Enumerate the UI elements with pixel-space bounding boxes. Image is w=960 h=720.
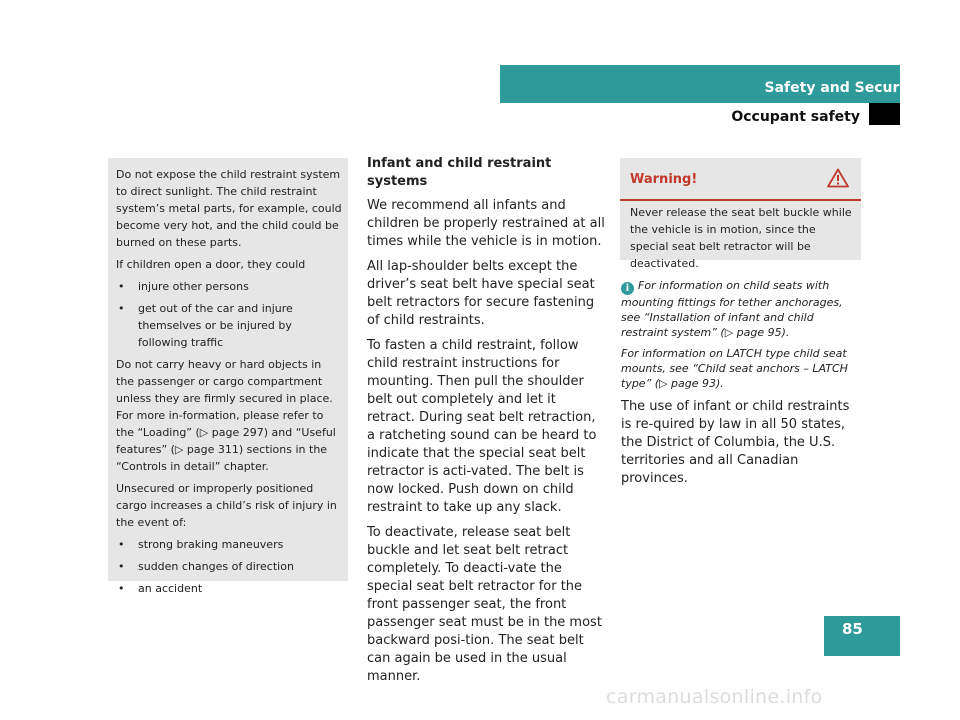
list-item: • strong braking maneuvers: [118, 538, 284, 551]
info-icon: i: [621, 282, 634, 295]
bullet-icon: •: [118, 302, 125, 315]
warning-box: [620, 158, 861, 270]
info-paragraph: i For information on child seats with mounting fittings for tether anchorages, see “Installation of infant and child restraint system” (▷ page 95).: [621, 279, 843, 339]
page-number: 85: [842, 620, 863, 638]
info-note: [621, 278, 861, 397]
list-item: • injure other persons: [118, 280, 249, 293]
bullet-icon: •: [118, 280, 125, 293]
bullet-icon: •: [118, 560, 125, 573]
section-title: Safety and Security: [764, 80, 920, 96]
body-paragraph: To fasten a child restraint, follow child restraint instructions for mounting. Then pull the shoulder belt out completely and let it retract. During seat belt retraction, a ratcheting sound can be heard to indicate that the special seat belt retractor is acti-vated. The belt is now locked. Push down on child restraint to take up any slack.: [367, 338, 597, 515]
list-item: • get out of the car and injure themselves or be injured by following traffic: [118, 302, 293, 349]
body-paragraph: All lap-shoulder belts except the driver’s seat belt have special seat belt retractors for secure fastening of child restraints.: [367, 259, 595, 328]
list-item: • an accident: [118, 582, 203, 595]
section-heading: Infant and child restraint systems: [367, 156, 552, 189]
warning-title: Warning!: [630, 172, 698, 187]
warning-triangle-icon: [827, 168, 849, 192]
bullet-icon: •: [118, 582, 125, 595]
warning-divider: [620, 199, 861, 201]
caution-paragraph: Do not expose the child restraint system to direct sunlight. The child restraint system’s metal parts, for example, could become very hot, and the child could be burned on these parts.: [116, 168, 342, 249]
main-column: [367, 155, 605, 693]
section-marker: [869, 103, 900, 125]
bullet-icon: •: [118, 538, 125, 551]
warning-text: Never release the seat belt buckle while the vehicle is in motion, since the special seat belt retractor will be deactivated.: [630, 206, 852, 270]
body-paragraph: We recommend all infants and children be properly restrained at all times while the vehicle is in motion.: [367, 198, 605, 249]
caution-paragraph: If children open a door, they could: [116, 258, 306, 271]
watermark: carmanualsonline.info: [606, 686, 823, 708]
list-item: • sudden changes of direction: [118, 560, 294, 573]
body-paragraph: The use of infant or child restraints is re-quired by law in all 50 states, the District of Columbia, the U.S. territories and all Canadian provinces.: [621, 399, 850, 486]
caution-paragraph: Unsecured or improperly positioned cargo increases a child’s risk of injury in the event of:: [116, 482, 337, 529]
info-paragraph: For information on LATCH type child seat mounts, see “Child seat anchors – LATCH type” (▷ page 93).: [621, 347, 848, 390]
caution-paragraph: Do not carry heavy or hard objects in the passenger or cargo compartment unless they are firmly secured in place. For more in-formation, please refer to the “Loading” (▷ page 297) and “Useful features” (▷ page 311) sections in the “Controls in detail” chapter.: [116, 358, 336, 473]
body-paragraph: To deactivate, release seat belt buckle and let seat belt retract completely. To deacti-vate the special seat belt retractor for the front passenger seat, the front passenger seat must be in the most backward posi-tion. The seat belt can again be used in the usual manner.: [367, 525, 602, 684]
subsection-title: Occupant safety: [731, 109, 860, 125]
caution-panel: [108, 158, 348, 595]
